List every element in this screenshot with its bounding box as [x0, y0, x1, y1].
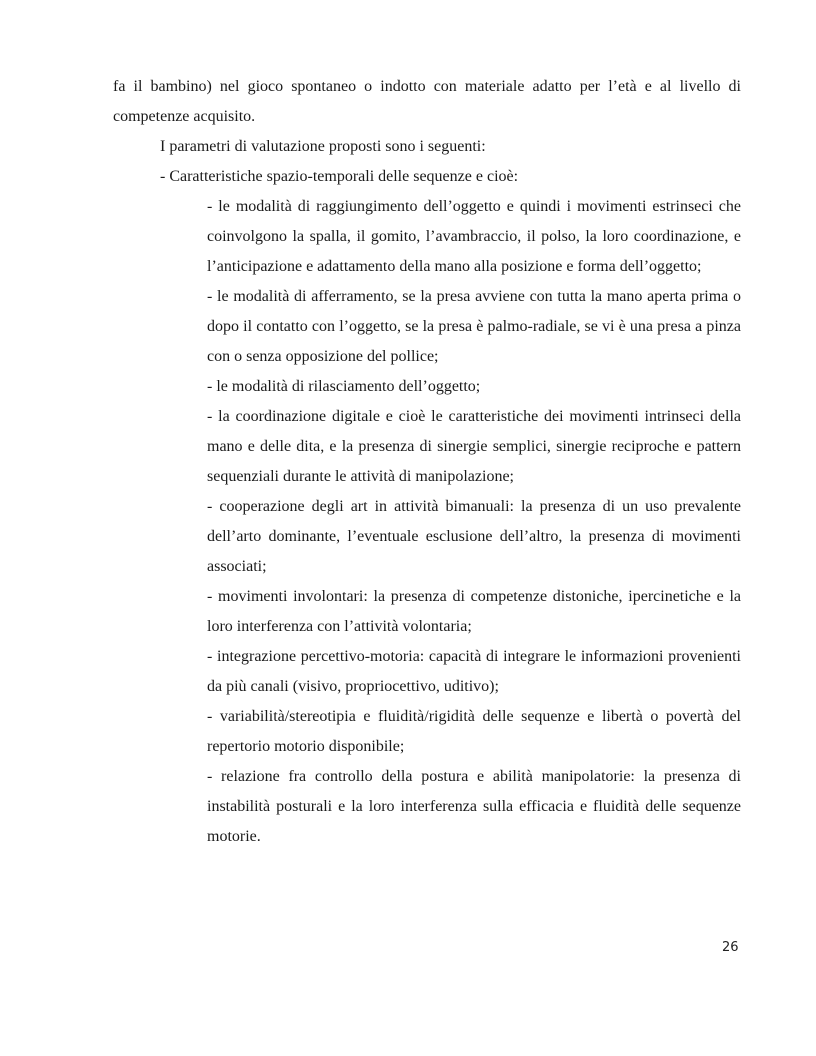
- list-item-posture-control: - relazione fra controllo della postura e abilità manipolatorie: la presenza di instabilità posturali e la loro interferenza sulla efficacia e fluidità delle sequenze motorie.: [207, 768, 741, 845]
- body-text: [113, 72, 741, 852]
- intro-paragraph: fa il bambino) nel gioco spontaneo o indotto con materiale adatto per l’età e al livello di competenze acquisito.: [113, 78, 741, 125]
- section-heading: - Caratteristiche spazio-temporali delle sequenze e cioè:: [160, 168, 519, 185]
- parameters-intro: I parametri di valutazione proposti sono i seguenti:: [160, 138, 486, 155]
- list-item-perceptual-motor: - integrazione percettivo-motoria: capacità di integrare le informazioni provenienti da più canali (visivo, propriocettivo, uditivo);: [207, 648, 741, 695]
- list-item-variability: - variabilità/stereotipia e fluidità/rigidità delle sequenze e libertà o povertà del repertorio motorio disponibile;: [207, 708, 741, 755]
- list-item-digital-coordination: - la coordinazione digitale e cioè le caratteristiche dei movimenti intrinseci della mano e delle dita, e la presenza di sinergie semplici, sinergie reciproche e pattern sequenziali durante le attività di manipolazione;: [207, 408, 741, 485]
- list-item-release: - le modalità di rilasciamento dell’oggetto;: [207, 378, 481, 395]
- list-item-grasping: - le modalità di afferramento, se la presa avviene con tutta la mano aperta prima o dopo il contatto con l’oggetto, se la presa è palmo-radiale, se vi è una presa a pinza con o senza opposizione del pollice;: [207, 288, 741, 365]
- list-item-involuntary-movements: - movimenti involontari: la presenza di competenze distoniche, ipercinetiche e la loro interferenza con l’attività volontaria;: [207, 588, 741, 635]
- list-item-reaching: - le modalità di raggiungimento dell’oggetto e quindi i movimenti estrinseci che coinvolgono la spalla, il gomito, l’avambraccio, il polso, la loro coordinazione, e l’anticipazione e adattamento della mano alla posizione e forma dell’oggetto;: [207, 198, 741, 275]
- list-item-bimanual-cooperation: - cooperazione degli art in attività bimanuali: la presenza di un uso prevalente dell’arto dominante, l’eventuale esclusione dell’altro, la presenza di movimenti associati;: [207, 498, 741, 575]
- page-number: 26: [722, 940, 739, 955]
